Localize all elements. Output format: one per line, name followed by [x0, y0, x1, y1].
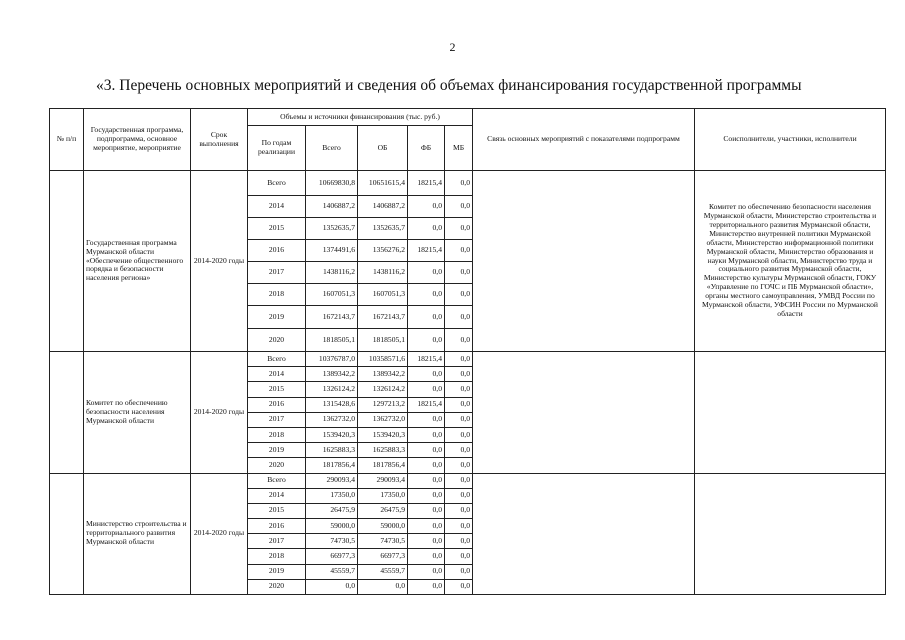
cell-num [50, 473, 84, 595]
cell-ob: 1297213,2 [358, 397, 408, 412]
cell-total: 59000,0 [306, 519, 358, 534]
cell-mb: 0,0 [445, 534, 473, 549]
table-row [50, 171, 886, 196]
cell-total: 1374491,6 [306, 240, 358, 262]
cell-year: 2016 [248, 397, 306, 412]
cell-total: 74730,5 [306, 534, 358, 549]
cell-year: 2017 [248, 534, 306, 549]
cell-fb: 0,0 [408, 329, 445, 352]
cell-year: 2020 [248, 579, 306, 594]
cell-fb: 18215,4 [408, 240, 445, 262]
header-years: По годам реализации [248, 126, 306, 171]
cell-mb: 0,0 [445, 306, 473, 329]
cell-fb: 0,0 [408, 579, 445, 594]
table-row [50, 352, 886, 367]
cell-total: 1625883,3 [306, 443, 358, 458]
cell-mb: 0,0 [445, 218, 473, 240]
cell-total: 1406887,2 [306, 196, 358, 218]
cell-total: 1326124,2 [306, 382, 358, 397]
cell-fb: 0,0 [408, 196, 445, 218]
cell-fb: 0,0 [408, 284, 445, 306]
cell-total: 1352635,7 [306, 218, 358, 240]
cell-fb: 18215,4 [408, 171, 445, 196]
cell-ob: 59000,0 [358, 519, 408, 534]
cell-year: 2020 [248, 329, 306, 352]
cell-ob: 74730,5 [358, 534, 408, 549]
cell-fb: 0,0 [408, 473, 445, 488]
cell-total: 17350,0 [306, 488, 358, 503]
page-title: «3. Перечень основных мероприятий и сведения об объемах финансирования государственной программы [96, 77, 802, 94]
cell-year: 2019 [248, 564, 306, 579]
cell-mb: 0,0 [445, 473, 473, 488]
cell-ob: 1406887,2 [358, 196, 408, 218]
cell-mb: 0,0 [445, 196, 473, 218]
cell-ob: 290093,4 [358, 473, 408, 488]
header-num: № п/п [50, 109, 84, 171]
cell-ob: 1672143,7 [358, 306, 408, 329]
cell-total: 1817856,4 [306, 458, 358, 473]
cell-year: Всего [248, 352, 306, 367]
cell-year: 2018 [248, 427, 306, 442]
cell-mb: 0,0 [445, 579, 473, 594]
cell-fb: 0,0 [408, 519, 445, 534]
cell-link [473, 473, 695, 595]
cell-link [473, 352, 695, 474]
cell-ob: 1607051,3 [358, 284, 408, 306]
cell-ob: 1817856,4 [358, 458, 408, 473]
cell-fb: 0,0 [408, 564, 445, 579]
cell-mb: 0,0 [445, 564, 473, 579]
cell-partners [695, 473, 886, 595]
cell-term: 2014-2020 годы [191, 473, 248, 595]
header-mb: МБ [445, 126, 473, 171]
cell-program-name: Министерство строительства и территориального развития Мурманской области [84, 473, 191, 595]
cell-ob: 1539420,3 [358, 427, 408, 442]
cell-link [473, 171, 695, 352]
cell-ob: 1625883,3 [358, 443, 408, 458]
cell-ob: 1818505,1 [358, 329, 408, 352]
cell-ob: 1326124,2 [358, 382, 408, 397]
cell-mb: 0,0 [445, 458, 473, 473]
cell-year: 2015 [248, 382, 306, 397]
cell-mb: 0,0 [445, 519, 473, 534]
cell-total: 1818505,1 [306, 329, 358, 352]
cell-year: 2014 [248, 196, 306, 218]
cell-num [50, 171, 84, 352]
page-number: 2 [449, 40, 456, 54]
cell-mb: 0,0 [445, 488, 473, 503]
cell-mb: 0,0 [445, 549, 473, 564]
header-program: Государственная программа, подпрограмма, основное мероприятие, мероприятие [84, 109, 191, 171]
cell-total: 1389342,2 [306, 367, 358, 382]
cell-mb: 0,0 [445, 382, 473, 397]
cell-fb: 0,0 [408, 488, 445, 503]
cell-year: 2014 [248, 488, 306, 503]
cell-fb: 0,0 [408, 382, 445, 397]
table-body [50, 171, 886, 595]
cell-mb: 0,0 [445, 427, 473, 442]
cell-total: 1362732,0 [306, 412, 358, 427]
cell-partners: Комитет по обеспечению безопасности населения Мурманской области, Министерство строительства и территориального развития Мурманской области, Министерство внутренней политики Мурманской области, Министерство информационной политики Мурманской области, Министерство образования и науки Мурманской области, Министерство труда и социального развития Мурманской области, Министерство культуры Мурманской области, ГОКУ «Управление по ГОЧС и ПБ Мурманской области», органы местного самоуправления, УМВД России по Мурманской области, УФСИН России по Мурманской области [695, 171, 886, 352]
header-ob: ОБ [358, 126, 408, 171]
cell-mb: 0,0 [445, 503, 473, 518]
cell-fb: 0,0 [408, 534, 445, 549]
header-term: Срок выполнения [191, 109, 248, 171]
cell-total: 1438116,2 [306, 262, 358, 284]
cell-fb: 0,0 [408, 458, 445, 473]
cell-ob: 1362732,0 [358, 412, 408, 427]
cell-ob: 10358571,6 [358, 352, 408, 367]
cell-mb: 0,0 [445, 240, 473, 262]
cell-ob: 0,0 [358, 579, 408, 594]
cell-ob: 26475,9 [358, 503, 408, 518]
cell-program-name: Государственная программа Мурманской области «Обеспечение общественного порядка и безопасности населения региона» [84, 171, 191, 352]
header-link: Связь основных мероприятий с показателями подпрограмм [473, 109, 695, 171]
cell-year: 2016 [248, 240, 306, 262]
cell-mb: 0,0 [445, 397, 473, 412]
cell-ob: 66977,3 [358, 549, 408, 564]
cell-year: 2015 [248, 218, 306, 240]
cell-year: 2018 [248, 549, 306, 564]
cell-year: 2015 [248, 503, 306, 518]
cell-term: 2014-2020 годы [191, 352, 248, 474]
cell-fb: 0,0 [408, 412, 445, 427]
cell-fb: 0,0 [408, 427, 445, 442]
cell-fb: 0,0 [408, 367, 445, 382]
cell-year: 2016 [248, 519, 306, 534]
cell-ob: 10651615,4 [358, 171, 408, 196]
cell-total: 290093,4 [306, 473, 358, 488]
cell-ob: 17350,0 [358, 488, 408, 503]
cell-mb: 0,0 [445, 171, 473, 196]
cell-fb: 0,0 [408, 306, 445, 329]
cell-program-name: Комитет по обеспечению безопасности населения Мурманской области [84, 352, 191, 474]
cell-year: 2017 [248, 262, 306, 284]
cell-year: 2018 [248, 284, 306, 306]
cell-total: 10669830,8 [306, 171, 358, 196]
cell-mb: 0,0 [445, 443, 473, 458]
cell-fb: 18215,4 [408, 397, 445, 412]
cell-mb: 0,0 [445, 329, 473, 352]
cell-fb: 0,0 [408, 443, 445, 458]
header-partners: Соисполнители, участники, исполнители [695, 109, 886, 171]
cell-total: 1607051,3 [306, 284, 358, 306]
cell-year: 2017 [248, 412, 306, 427]
cell-fb: 0,0 [408, 262, 445, 284]
header-funding-group: Объемы и источники финансирования (тыс. руб.) [248, 109, 473, 126]
cell-total: 1672143,7 [306, 306, 358, 329]
cell-year: 2014 [248, 367, 306, 382]
cell-fb: 0,0 [408, 549, 445, 564]
cell-ob: 45559,7 [358, 564, 408, 579]
cell-total: 45559,7 [306, 564, 358, 579]
cell-ob: 1356276,2 [358, 240, 408, 262]
cell-total: 26475,9 [306, 503, 358, 518]
cell-year: 2019 [248, 306, 306, 329]
cell-ob: 1438116,2 [358, 262, 408, 284]
cell-total: 10376787,0 [306, 352, 358, 367]
funding-table [49, 108, 886, 595]
cell-total: 0,0 [306, 579, 358, 594]
cell-num [50, 352, 84, 474]
cell-year: 2019 [248, 443, 306, 458]
cell-mb: 0,0 [445, 352, 473, 367]
cell-partners [695, 352, 886, 474]
cell-total: 1539420,3 [306, 427, 358, 442]
cell-fb: 0,0 [408, 503, 445, 518]
cell-total: 66977,3 [306, 549, 358, 564]
cell-fb: 18215,4 [408, 352, 445, 367]
cell-mb: 0,0 [445, 262, 473, 284]
cell-mb: 0,0 [445, 284, 473, 306]
cell-ob: 1352635,7 [358, 218, 408, 240]
table-row [50, 473, 886, 488]
header-fb: ФБ [408, 126, 445, 171]
cell-total: 1315428,6 [306, 397, 358, 412]
cell-year: Всего [248, 171, 306, 196]
cell-ob: 1389342,2 [358, 367, 408, 382]
cell-mb: 0,0 [445, 412, 473, 427]
cell-mb: 0,0 [445, 367, 473, 382]
cell-fb: 0,0 [408, 218, 445, 240]
cell-term: 2014-2020 годы [191, 171, 248, 352]
cell-year: 2020 [248, 458, 306, 473]
header-total: Всего [306, 126, 358, 171]
cell-year: Всего [248, 473, 306, 488]
